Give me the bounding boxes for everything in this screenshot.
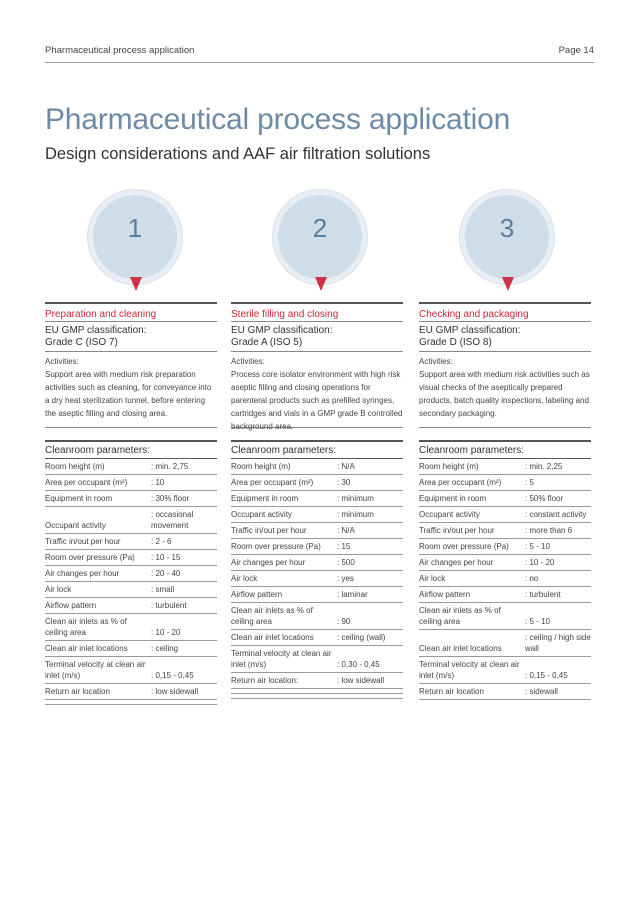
param-name: Clean air inlets as % of ceiling area	[45, 614, 151, 641]
param-value: : min. 2,75	[151, 459, 217, 475]
param-value: : low sidewall	[337, 673, 403, 689]
column-checking	[419, 302, 591, 700]
param-value: : ceiling (wall)	[337, 630, 403, 646]
param-value: : 10 - 20	[151, 614, 217, 641]
param-name: Clean air inlet locations	[231, 630, 337, 646]
param-value: : minimum	[337, 507, 403, 523]
column-preparation	[45, 302, 217, 705]
step-3-number: 3	[499, 213, 515, 243]
param-row	[231, 539, 403, 555]
param-value: : ceiling	[151, 641, 217, 657]
param-value: : 0,30 - 0,45	[337, 646, 403, 673]
step-1-number: 1	[127, 213, 143, 243]
activities	[419, 352, 591, 427]
param-value: : small	[151, 582, 217, 598]
param-name: Equipment in room	[419, 491, 525, 507]
param-name: Room over pressure (Pa)	[45, 550, 151, 566]
page-subtitle: Design considerations and AAF air filtration solutions	[45, 145, 431, 163]
param-value: : sidewall	[525, 684, 591, 700]
page-title: Pharmaceutical process application	[45, 103, 511, 136]
param-row	[419, 523, 591, 539]
param-value: : low sidewall	[151, 684, 217, 700]
cleanroom-parameters-heading: Cleanroom parameters:	[45, 445, 151, 456]
param-name: Occupant activity	[419, 507, 525, 523]
param-value: : 30	[337, 475, 403, 491]
param-row	[419, 459, 591, 475]
cleanroom-parameters-table	[231, 458, 403, 699]
param-value: : 10 - 20	[525, 555, 591, 571]
param-name: Return air location:	[231, 673, 337, 689]
column-title: Checking and packaging	[419, 309, 529, 320]
param-row	[419, 555, 591, 571]
param-row	[45, 507, 217, 534]
param-value: : ceiling / high side wall	[525, 630, 591, 657]
param-name: Clean air inlets as % of ceiling area	[231, 603, 337, 630]
param-row	[45, 641, 217, 657]
param-name: Airflow pattern	[419, 587, 525, 603]
param-value: : occasional movement	[151, 507, 217, 534]
gmp-classification	[231, 322, 403, 351]
param-value: : 10 - 15	[151, 550, 217, 566]
param-row	[419, 630, 591, 657]
param-name: Room over pressure (Pa)	[231, 539, 337, 555]
param-name: Air changes per hour	[45, 566, 151, 582]
param-row	[419, 475, 591, 491]
param-row	[231, 630, 403, 646]
param-row	[231, 673, 403, 689]
param-row	[231, 603, 403, 630]
param-name: Area per occupant (m²)	[45, 475, 151, 491]
param-value	[151, 700, 217, 705]
param-value: : 90	[337, 603, 403, 630]
activities-label: Activities:	[419, 357, 453, 366]
param-row	[231, 587, 403, 603]
param-name: Area per occupant (m²)	[231, 475, 337, 491]
param-value: : 2 - 6	[151, 534, 217, 550]
gmp-label: EU GMP classification:	[45, 325, 147, 336]
gmp-grade: Grade A (ISO 5)	[231, 337, 303, 348]
param-name: Area per occupant (m²)	[419, 475, 525, 491]
step-1-bubble	[88, 190, 182, 284]
param-value	[337, 694, 403, 699]
param-row	[419, 657, 591, 684]
param-value: : constant activity	[525, 507, 591, 523]
param-name: Air changes per hour	[231, 555, 337, 571]
activities	[45, 352, 217, 427]
param-name: Return air location	[45, 684, 151, 700]
param-value: : 30% floor	[151, 491, 217, 507]
param-name: Clean air inlet locations	[45, 641, 151, 657]
param-row	[231, 459, 403, 475]
activities-text: Support area with medium risk preparation activities such as cleaning, for conveyance into a dry heat sterilization tunnel, before entering the aseptic filling and closing area.	[45, 370, 212, 418]
param-name: Air changes per hour	[419, 555, 525, 571]
param-row	[45, 700, 217, 705]
param-row	[45, 614, 217, 641]
bubble-pointer-icon	[315, 277, 327, 291]
param-name	[45, 700, 151, 705]
activities-label: Activities:	[231, 357, 265, 366]
activities-text: Process core isolator environment with high risk aseptic filling and closing operations for parenteral products such as prefilled syringes, cartridges and vials in a GMP grade B controlled background area.	[231, 370, 403, 431]
gmp-label: EU GMP classification:	[419, 325, 521, 336]
param-value: : turbulent	[151, 598, 217, 614]
param-value: : 5 - 10	[525, 539, 591, 555]
activities	[231, 352, 403, 431]
param-name: Clean air inlets as % of ceiling area	[419, 603, 525, 630]
activities-label: Activities:	[45, 357, 79, 366]
param-value: : 5 - 10	[525, 603, 591, 630]
param-value: : 0,15 - 0,45	[525, 657, 591, 684]
step-2-bubble	[273, 190, 367, 284]
param-name: Air lock	[45, 582, 151, 598]
param-value: : minimum	[337, 491, 403, 507]
param-name: Airflow pattern	[45, 598, 151, 614]
param-name: Equipment in room	[231, 491, 337, 507]
param-row	[419, 491, 591, 507]
param-name: Traffic in/out per hour	[45, 534, 151, 550]
param-name: Occupant activity	[231, 507, 337, 523]
param-name: Return air location	[419, 684, 525, 700]
param-value: : no	[525, 571, 591, 587]
param-name: Room height (m)	[419, 459, 525, 475]
activities-text: Support area with medium risk activities such as visual checks of the aseptically prepared products, batch quality inspections, labeling and secondary packaging.	[419, 370, 590, 418]
param-row	[45, 582, 217, 598]
param-row	[45, 598, 217, 614]
param-row	[45, 684, 217, 700]
param-value: : 0,15 - 0,45	[151, 657, 217, 684]
page-header	[45, 45, 594, 60]
bubble-pointer-icon	[130, 277, 142, 291]
param-value: : min. 2,25	[525, 459, 591, 475]
column-top-rule	[231, 302, 403, 304]
column-title: Sterile filling and closing	[231, 309, 339, 320]
param-row	[231, 694, 403, 699]
param-name: Room height (m)	[231, 459, 337, 475]
column-sterile-filling	[231, 302, 403, 699]
param-row	[231, 523, 403, 539]
param-name: Airflow pattern	[231, 587, 337, 603]
cleanroom-parameters-heading: Cleanroom parameters:	[419, 445, 525, 456]
param-value: : 15	[337, 539, 403, 555]
column-top-rule	[45, 302, 217, 304]
header-section-title: Pharmaceutical process application	[45, 45, 195, 56]
param-row	[231, 571, 403, 587]
param-name	[231, 694, 337, 699]
param-name: Clean air inlet locations	[419, 630, 525, 657]
gmp-classification	[45, 322, 217, 351]
param-name: Room over pressure (Pa)	[419, 539, 525, 555]
param-value: : 5	[525, 475, 591, 491]
cleanroom-parameters-heading: Cleanroom parameters:	[231, 445, 337, 456]
param-value: : N/A	[337, 459, 403, 475]
param-row	[231, 491, 403, 507]
param-row	[419, 603, 591, 630]
param-value: : turbulent	[525, 587, 591, 603]
param-row	[419, 684, 591, 700]
param-row	[419, 571, 591, 587]
param-row	[231, 507, 403, 523]
param-value: : yes	[337, 571, 403, 587]
param-name: Occupant activity	[45, 507, 151, 534]
param-name: Traffic in/out per hour	[231, 523, 337, 539]
param-name: Terminal velocity at clean air inlet (m/s)	[45, 657, 151, 684]
param-row	[231, 646, 403, 673]
param-value: : 20 - 40	[151, 566, 217, 582]
param-value: : laminar	[337, 587, 403, 603]
param-name: Air lock	[231, 571, 337, 587]
param-row	[45, 566, 217, 582]
bubble-pointer-icon	[502, 277, 514, 291]
param-name: Equipment in room	[45, 491, 151, 507]
page-number: Page 14	[558, 45, 594, 56]
param-row	[231, 555, 403, 571]
step-2-number: 2	[312, 213, 328, 243]
param-name: Room height (m)	[45, 459, 151, 475]
param-name: Traffic in/out per hour	[419, 523, 525, 539]
param-value: : 500	[337, 555, 403, 571]
param-row	[231, 475, 403, 491]
param-value: : 50% floor	[525, 491, 591, 507]
gmp-grade: Grade D (ISO 8)	[419, 337, 492, 348]
param-name: Terminal velocity at clean air inlet (m/s)	[419, 657, 525, 684]
cleanroom-parameters-table	[419, 458, 591, 700]
column-top-rule	[419, 302, 591, 304]
param-row	[45, 491, 217, 507]
param-value: : 10	[151, 475, 217, 491]
param-row	[419, 587, 591, 603]
gmp-grade: Grade C (ISO 7)	[45, 337, 118, 348]
param-row	[45, 459, 217, 475]
param-name: Terminal velocity at clean air inlet (m/s)	[231, 646, 337, 673]
param-row	[419, 507, 591, 523]
header-divider	[45, 62, 594, 63]
param-row	[45, 475, 217, 491]
param-value: : more than 6	[525, 523, 591, 539]
param-row	[45, 657, 217, 684]
param-value: : N/A	[337, 523, 403, 539]
param-row	[45, 534, 217, 550]
cleanroom-parameters-table	[45, 458, 217, 705]
gmp-label: EU GMP classification:	[231, 325, 333, 336]
step-3-bubble	[460, 190, 554, 284]
param-row	[45, 550, 217, 566]
column-title: Preparation and cleaning	[45, 309, 157, 320]
param-name: Air lock	[419, 571, 525, 587]
gmp-classification	[419, 322, 591, 351]
param-row	[419, 539, 591, 555]
